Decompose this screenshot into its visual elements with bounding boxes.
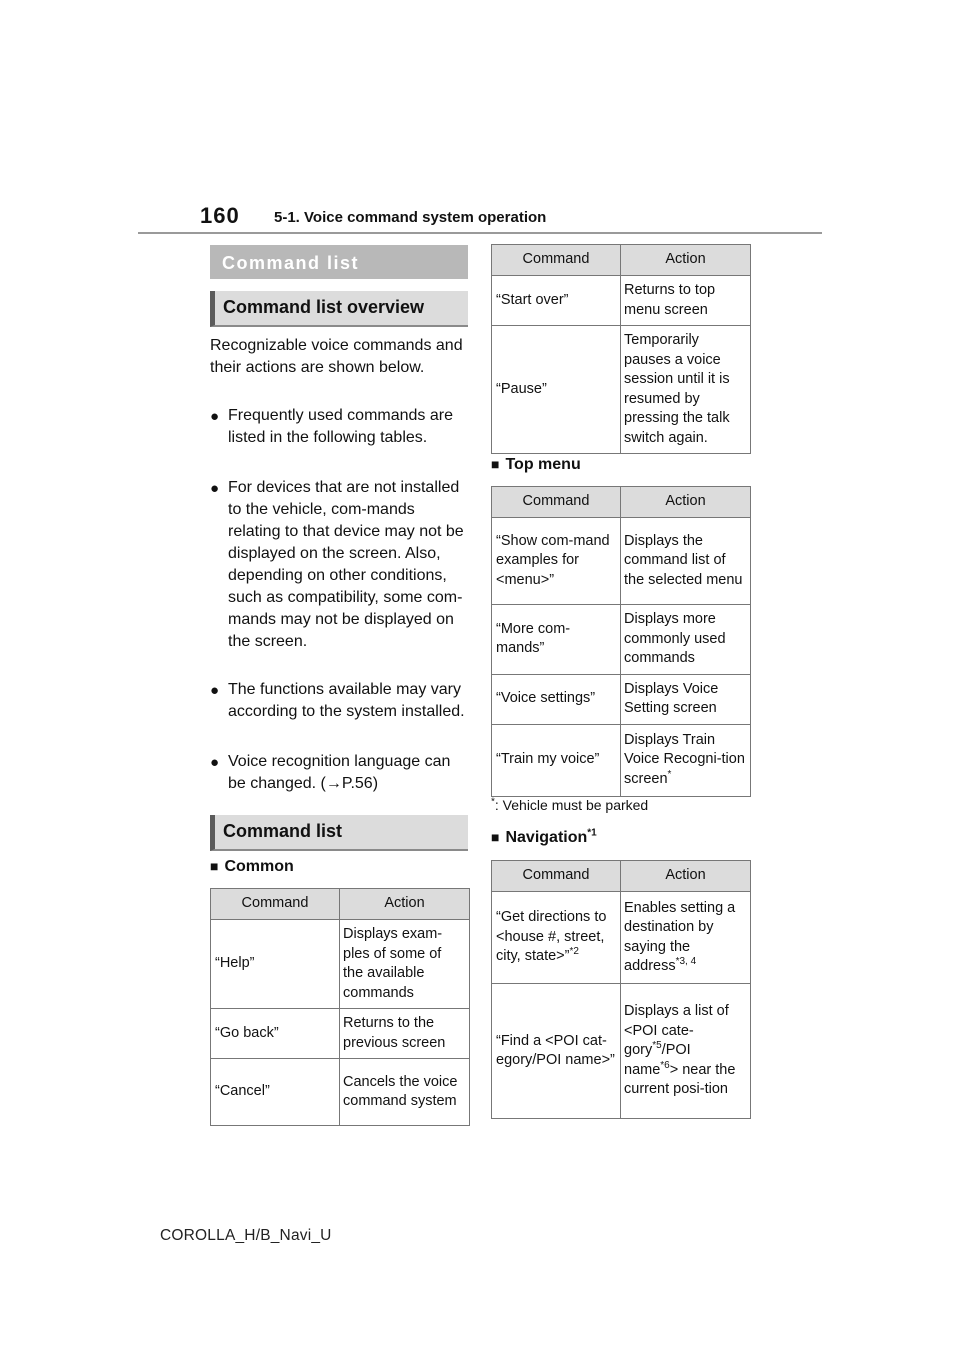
table-row bbox=[492, 984, 751, 1119]
action-cell bbox=[621, 724, 751, 796]
column-header-action: Action bbox=[621, 487, 751, 518]
action-cell bbox=[621, 892, 751, 984]
intro-paragraph: Recognizable voice commands and their actions are shown below. bbox=[210, 337, 463, 376]
common-table bbox=[210, 888, 470, 1126]
table-row bbox=[211, 1009, 470, 1059]
action-cell: Displays exam-ples of some of the available commands bbox=[340, 920, 470, 1009]
table-row bbox=[492, 518, 751, 605]
action-text: Enables setting a destination by saying the address bbox=[624, 899, 736, 974]
command-cell: “Go back” bbox=[211, 1009, 340, 1059]
top-menu-table bbox=[491, 486, 751, 797]
bullet-text: Frequently used commands are listed in the following tables. bbox=[228, 407, 453, 446]
common-heading-text: Common bbox=[224, 858, 294, 875]
action-cell: Displays Voice Setting screen bbox=[621, 674, 751, 724]
bullet-icon: ● bbox=[210, 754, 220, 771]
table-row bbox=[492, 326, 751, 454]
command-cell: “Help” bbox=[211, 920, 340, 1009]
bullet-text: The functions available may vary according to the system installed. bbox=[228, 681, 465, 720]
command-cell bbox=[492, 892, 621, 984]
action-text: /POI name bbox=[624, 1042, 691, 1078]
common-heading bbox=[210, 858, 294, 876]
footnote bbox=[491, 797, 648, 813]
footnote-mark: * bbox=[491, 796, 495, 808]
table-row bbox=[492, 605, 751, 675]
command-list-overview-heading: Command list overview bbox=[210, 291, 468, 327]
column-header-action: Action bbox=[621, 245, 751, 276]
footer-model-code: COROLLA_H/B_Navi_U bbox=[160, 1227, 332, 1244]
command-list-heading: Command list bbox=[210, 815, 468, 851]
column-header-command: Command bbox=[492, 245, 621, 276]
command-text: “Get directions to <house #, street, city, state>” bbox=[496, 909, 607, 965]
command-cell: “Cancel” bbox=[211, 1059, 340, 1126]
square-bullet-icon: ■ bbox=[491, 829, 500, 845]
footnote-marker: *6 bbox=[660, 1059, 670, 1071]
action-text: Displays Train Voice Recogni-tion screen bbox=[624, 731, 745, 787]
action-cell: Returns to top menu screen bbox=[621, 276, 751, 326]
footnote-marker: *5 bbox=[652, 1040, 662, 1052]
table-row bbox=[211, 1059, 470, 1126]
footnote-marker: *2 bbox=[569, 946, 579, 958]
column-header-action: Action bbox=[621, 861, 751, 892]
column-header-command: Command bbox=[492, 861, 621, 892]
command-cell: “Find a <POI cat-egory/POI name>” bbox=[492, 984, 621, 1119]
column-header-action: Action bbox=[340, 889, 470, 920]
footnote-text: : Vehicle must be parked bbox=[494, 797, 649, 813]
bullet-text: Voice recognition language can be changed. (→P.56) bbox=[228, 753, 451, 792]
action-cell: Displays the command list of the selected menu bbox=[621, 518, 751, 605]
navigation-heading-sup: *1 bbox=[587, 827, 597, 839]
navigation-table bbox=[491, 860, 751, 1119]
navigation-heading bbox=[491, 829, 597, 847]
bullet-icon: ● bbox=[210, 480, 220, 497]
command-list-banner: Command list bbox=[210, 245, 468, 279]
table-row bbox=[492, 276, 751, 326]
square-bullet-icon: ■ bbox=[491, 456, 500, 472]
square-bullet-icon: ■ bbox=[210, 858, 219, 874]
column-header-command: Command bbox=[492, 487, 621, 518]
table-row bbox=[492, 892, 751, 984]
column-header-command: Command bbox=[211, 889, 340, 920]
table-row bbox=[211, 920, 470, 1009]
action-cell bbox=[621, 984, 751, 1119]
bullet-icon: ● bbox=[210, 408, 220, 425]
top-menu-heading bbox=[491, 456, 581, 474]
command-cell: “More com-mands” bbox=[492, 605, 621, 675]
header-rule bbox=[138, 232, 822, 234]
navigation-heading-text: Navigation bbox=[505, 829, 588, 846]
action-cell: Displays more commonly used commands bbox=[621, 605, 751, 675]
action-text: > near the current posi-tion bbox=[624, 1061, 736, 1098]
command-cell: “Pause” bbox=[492, 326, 621, 454]
bullet-icon: ● bbox=[210, 682, 220, 699]
action-text: Displays a list of <POI cate-gory bbox=[624, 1003, 729, 1059]
top-menu-heading-text: Top menu bbox=[505, 456, 581, 473]
bullet-text: For devices that are not installed to the vehicle, com-mands relating to that device may not be displayed on the screen. Also, depending on other conditions, such as compatibility, some com-mands may not be displayed on the screen. bbox=[228, 479, 464, 650]
footnote-marker: * bbox=[667, 768, 672, 780]
command-cell: “Start over” bbox=[492, 276, 621, 326]
action-cell: Temporarily pauses a voice session until it is resumed by pressing the talk switch again. bbox=[621, 326, 751, 454]
footnote-marker: *3, 4 bbox=[675, 956, 697, 968]
page-number: 160 bbox=[200, 203, 240, 228]
command-cell: “Train my voice” bbox=[492, 724, 621, 796]
command-cell: “Voice settings” bbox=[492, 674, 621, 724]
action-cell: Returns to the previous screen bbox=[340, 1009, 470, 1059]
action-cell: Cancels the voice command system bbox=[340, 1059, 470, 1126]
section-title: 5-1. Voice command system operation bbox=[274, 209, 547, 226]
common-table-continued bbox=[491, 244, 751, 454]
table-row bbox=[492, 724, 751, 796]
command-cell: “Show com-mand examples for <menu>” bbox=[492, 518, 621, 605]
table-row bbox=[492, 674, 751, 724]
